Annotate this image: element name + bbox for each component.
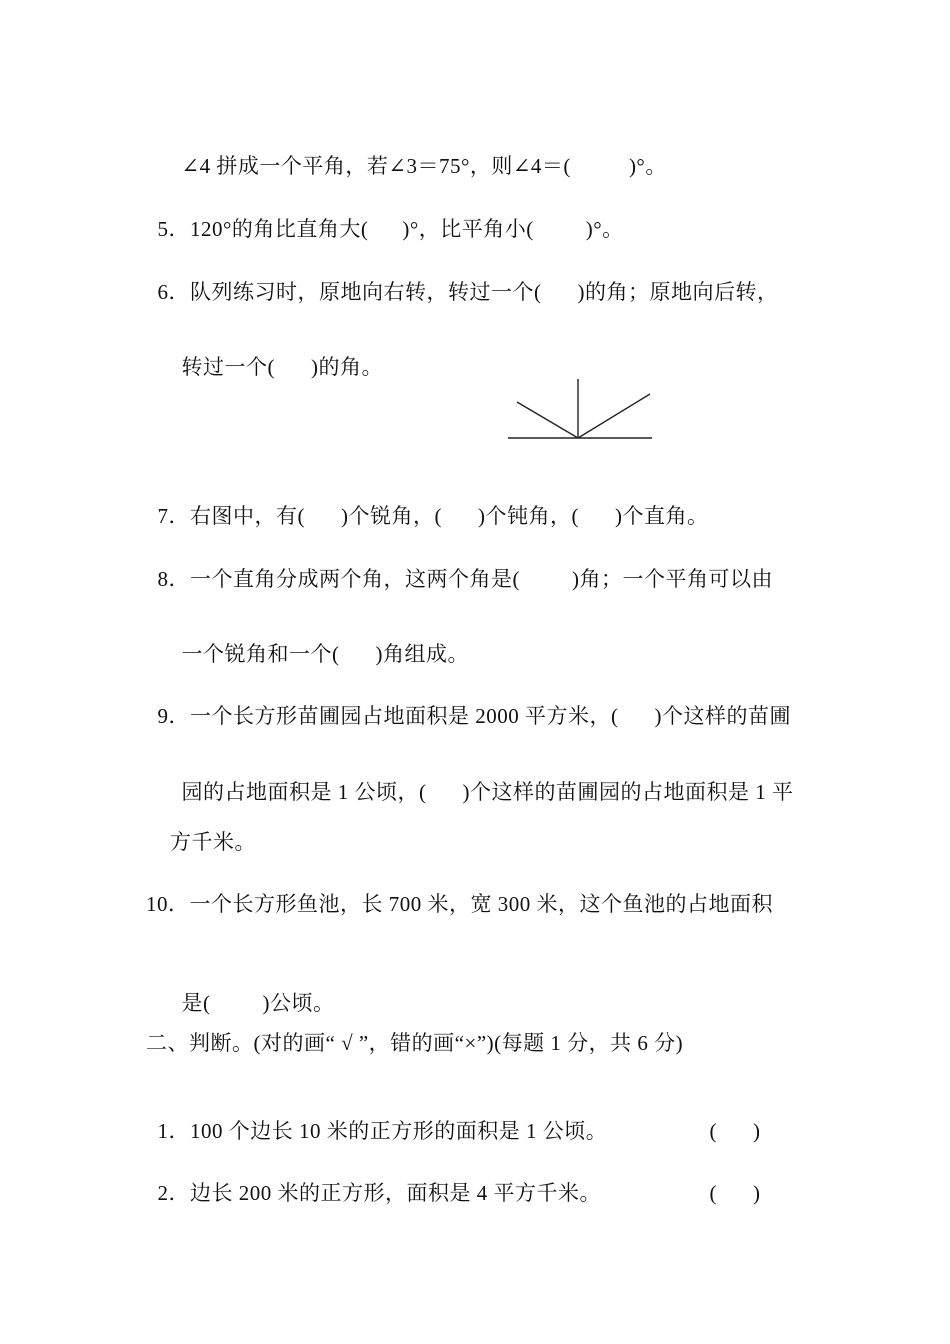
- q6-text2: 转过一个(: [181, 355, 275, 379]
- q5-text-mid: )°，比平角小(: [402, 217, 534, 241]
- q6-text-end: )的角；原地向后转，: [577, 280, 779, 304]
- judgment-answer-1[interactable]: [698, 1095, 761, 1143]
- q6-text: 6．队列练习时，原地向右转，转过一个(: [157, 280, 542, 304]
- question-9-line2: [170, 756, 794, 804]
- paren-close: ): [753, 1119, 761, 1143]
- q6-text2-end: )的角。: [311, 355, 383, 379]
- question-7: [146, 480, 709, 528]
- question-10-line1: 10．一个长方形鱼池，长 700 米，宽 300 米，这个鱼池的占地面积: [146, 892, 773, 916]
- section-2-heading: 二、判断。(对的画“ √ ”，错的画“×”)(每题 1 分，共 6 分): [146, 1031, 684, 1055]
- q10-text-end: )公顷。: [262, 991, 335, 1015]
- paren-close: ): [753, 1181, 761, 1205]
- q4-continuation: [170, 130, 667, 178]
- judgment-item-2: [146, 1157, 601, 1205]
- question-6-line2: [170, 331, 383, 379]
- question-9-line1: [146, 680, 791, 728]
- q8-text2-end: )角组成。: [375, 642, 469, 666]
- question-9-line3: 方千米。: [170, 830, 256, 854]
- q5-text-end: )°。: [585, 217, 624, 241]
- question-10-line2: [170, 967, 335, 1015]
- q7-text: 7．右图中，有(: [157, 504, 305, 528]
- q8-text2: 一个锐角和一个(: [181, 642, 340, 666]
- q5-text: 5．120°的角比直角大(: [157, 217, 369, 241]
- q9-text: 9．一个长方形苗圃园占地面积是 2000 平方米，(: [157, 704, 619, 728]
- question-6-line1: [146, 256, 779, 304]
- q8-text: 8．一个直角分成两个角，这两个角是(: [157, 567, 520, 591]
- q7-text-d: )个直角。: [615, 504, 709, 528]
- judgment-answer-2[interactable]: [698, 1157, 761, 1205]
- q10-text: 是(: [181, 991, 211, 1015]
- q8-text-end: )角；一个平角可以由: [572, 567, 773, 591]
- q9-text2-end: )个这样的苗圃园的占地面积是 1 平: [462, 780, 794, 804]
- judgment-text: 1．100 个边长 10 米的正方形的面积是 1 公顷。: [157, 1119, 608, 1143]
- paren-open: (: [709, 1181, 717, 1205]
- q7-text-c: )个钝角，(: [478, 504, 579, 528]
- q9-text2: 园的占地面积是 1 公顷，(: [181, 780, 427, 804]
- question-8-line2: [170, 618, 469, 666]
- judgment-item-1: [146, 1095, 607, 1143]
- question-5: [146, 193, 624, 241]
- q4-text: ∠4 拼成一个平角，若∠3＝75°，则∠4＝(: [181, 154, 571, 178]
- question-8-line1: [146, 543, 773, 591]
- judgment-text: 2．边长 200 米的正方形，面积是 4 平方千米。: [157, 1181, 601, 1205]
- paren-open: (: [709, 1119, 717, 1143]
- q7-text-b: )个锐角，(: [341, 504, 442, 528]
- q9-text-end: )个这样的苗圃: [654, 704, 791, 728]
- q4-text-end: )°。: [628, 154, 667, 178]
- angle-diagram: [505, 376, 655, 442]
